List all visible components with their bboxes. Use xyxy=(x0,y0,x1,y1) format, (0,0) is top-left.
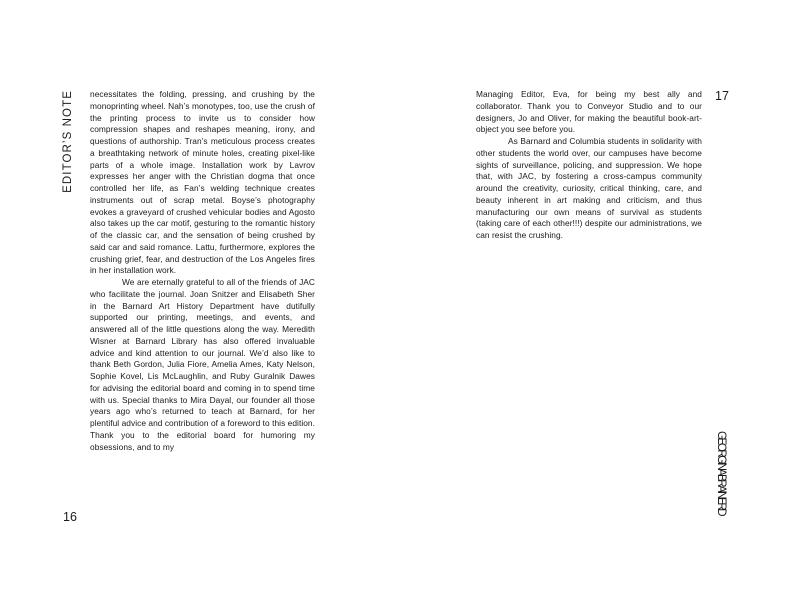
page-number: 17 xyxy=(715,89,729,103)
page-number: 16 xyxy=(63,510,77,524)
body-paragraph: As Barnard and Columbia students in solidarity with other students the world over, our campuses have become sights of surveillance, policing, and suppression. We hope that, with JAC, by fostering a cross-campus community around the creativity, curiosity, critical thinking, care, and beauty inherent in art making and criticism, and thus manufacturing our own means of survival as students (taking care of each other!!!) despite our administrations, we can resist the crushing. xyxy=(476,136,702,240)
right-text-column xyxy=(476,89,702,242)
left-text-column xyxy=(90,89,315,453)
body-paragraph: Managing Editor, Eva, for being my best ally and collaborator. Thank you to Conveyor Studio and to our designers, Jo and Oliver, for making the beautiful book-art-object you see before you. xyxy=(476,89,702,135)
section-label: EDITOR’S NOTE xyxy=(62,90,74,193)
right-page xyxy=(396,0,792,612)
author-name: GEORGINA BRAINERD xyxy=(715,431,727,515)
body-paragraph: We are eternally grateful to all of the friends of JAC who facilitate the journal. Joan Snitzer and Elisabeth Sher in the Barnard Art History Department have dutifully supported our printing, meetings, and events, and answered all of the little questions along the way. Meredith Wisner at Barnard Library has also offered invaluable advice and kind attention to our journal. We’d also like to thank Beth Gordon, Julia Fiore, Amelia Ames, Katy Nelson, Sophie Kovel, Lis McLaughlin, and Ruby Guralnik Dawes for advising the editorial board and coming in to spend time with us. Special thanks to Mira Dayal, our founder all those years ago who’s returned to teach at Barnard, for her plentiful advice and contribution of a foreword to this edition. Thank you to the editorial board for humoring my obsessions, and to my xyxy=(90,277,315,452)
body-paragraph: necessitates the folding, pressing, and crushing by the monoprinting wheel. Nah’s monotypes, too, use the crush of the printing process to invite us to consider how compression shapes and reshapes meaning, irony, and questions of authorship. Tran’s meticulous process creates a breathtaking network of minute holes, creating pixel-like parts of a whole image. Installation work by Lavrov expresses her anger with the Christian dogma that once controlled her life, as Fan’s welding technique creates instruments out of scrap metal. Boyse’s photography evokes a graveyard of crushed vehicular bodies and Agosto also takes up the car motif, gesturing to the romantic history of the classic car, and the sensation of being crushed by said car and said romance. Lattu, furthermore, explores the crushing grief, fear, and destruction of the Los Angeles fires in her installation work. xyxy=(90,89,315,276)
